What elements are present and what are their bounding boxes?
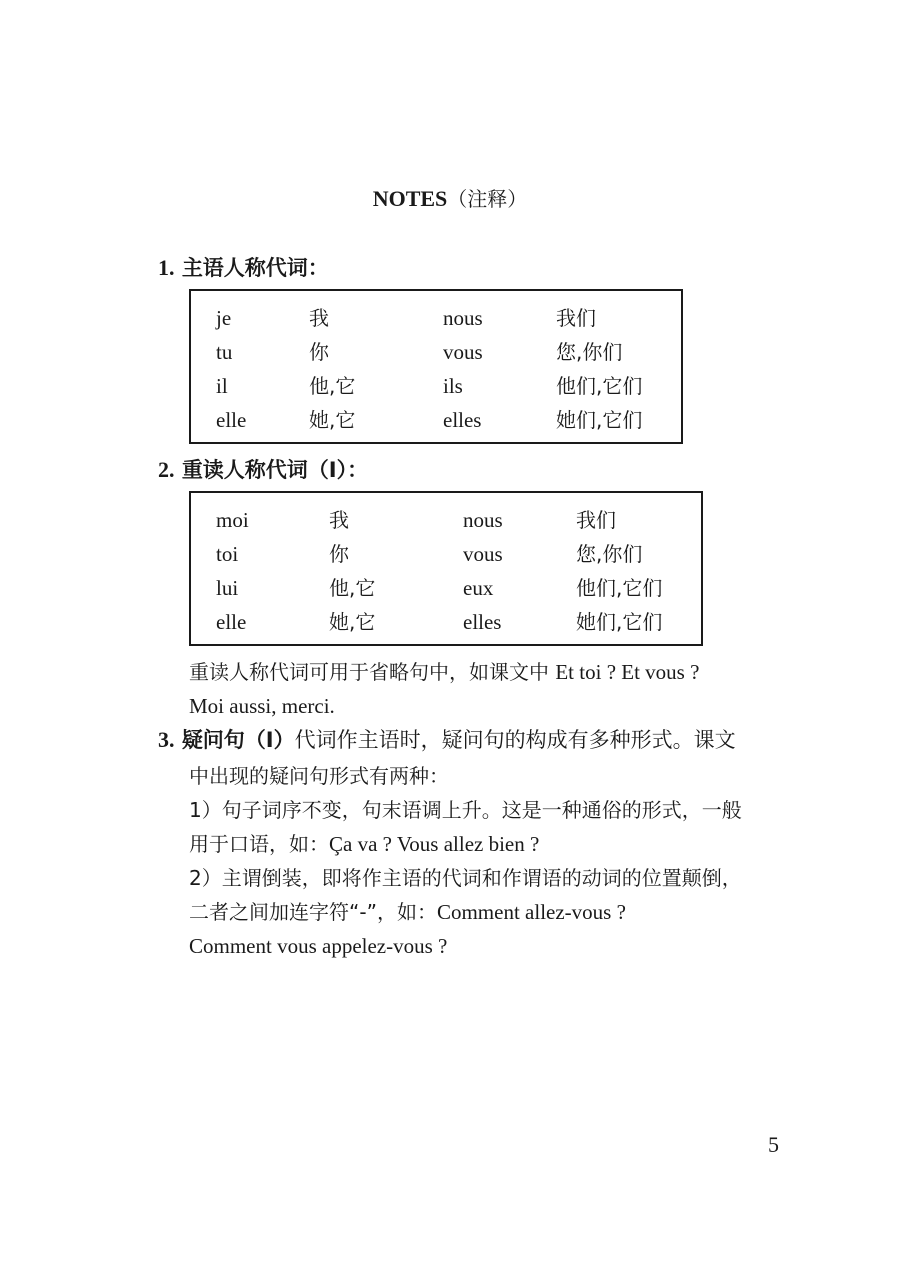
note-2-heading xyxy=(158,455,368,485)
pronoun-zh: 她,它 xyxy=(309,408,356,432)
pronoun-fr: elle xyxy=(216,610,247,634)
note-3-number: 3. xyxy=(158,727,175,752)
pronoun-zh: 你 xyxy=(309,340,329,364)
pronoun-zh: 你 xyxy=(329,542,349,566)
pronoun-fr: elles xyxy=(463,610,502,634)
page-number: 5 xyxy=(768,1132,779,1157)
pronoun-fr: toi xyxy=(216,542,239,566)
pronoun-fr: eux xyxy=(463,576,494,600)
note-2-title: 重读人称代词（Ⅰ）： xyxy=(181,458,369,482)
note-1-number: 1. xyxy=(158,255,175,280)
title-chinese: （注释） xyxy=(447,187,528,211)
note-3-line xyxy=(189,861,794,895)
stressed-pronoun-table xyxy=(189,491,703,646)
note-1-heading xyxy=(158,253,329,283)
title-english: NOTES xyxy=(372,186,448,211)
pronoun-zh: 她,它 xyxy=(329,610,376,634)
pronoun-zh: 他们,它们 xyxy=(556,374,643,398)
note-3-line xyxy=(189,759,794,793)
subject-pronoun-table xyxy=(189,289,683,444)
pronoun-zh: 您,你们 xyxy=(556,340,623,364)
pronoun-fr: vous xyxy=(463,542,503,566)
note-3-example-fr: Ça va ? Vous allez bien ? xyxy=(329,832,540,856)
pronoun-zh: 我 xyxy=(329,508,349,532)
note-1-title: 主语人称代词： xyxy=(181,256,329,280)
pronoun-zh: 我们 xyxy=(576,508,616,532)
note-3-title: 疑问句（Ⅰ） xyxy=(181,728,295,752)
page-title xyxy=(0,182,900,217)
note-2-example-fr: Et toi ? Et vous ? xyxy=(555,660,700,684)
pronoun-fr: il xyxy=(216,374,228,398)
note-3-text: 用于口语，如： xyxy=(189,832,329,856)
note-2-text-zh: 重读人称代词可用于省略句中，如课文中 xyxy=(189,660,556,684)
pronoun-zh: 我们 xyxy=(556,306,596,330)
note-3-example-fr: Comment vous appelez-vous ? xyxy=(189,934,448,958)
pronoun-zh: 他们,它们 xyxy=(576,576,663,600)
pronoun-fr: lui xyxy=(216,576,239,600)
note-2-number: 2. xyxy=(158,457,175,482)
table-row xyxy=(191,369,681,403)
pronoun-fr: je xyxy=(216,306,232,330)
pronoun-zh: 她们,它们 xyxy=(556,408,643,432)
table-row xyxy=(191,537,701,571)
pronoun-zh: 您,你们 xyxy=(576,542,643,566)
pronoun-fr: ils xyxy=(443,374,463,398)
note-3-line xyxy=(189,793,794,827)
note-3-example-fr: Comment allez-vous ? xyxy=(436,900,626,924)
pronoun-zh: 他,它 xyxy=(329,576,376,600)
note-3-text: 中出现的疑问句形式有两种： xyxy=(189,764,449,788)
note-2-example-fr: Moi aussi, merci. xyxy=(189,694,335,718)
note-2-text-line-1 xyxy=(189,655,794,689)
table-row xyxy=(191,301,681,335)
table-row xyxy=(191,403,681,437)
note-2-text-line-2 xyxy=(189,689,794,723)
pronoun-fr: tu xyxy=(216,340,233,364)
note-3-line xyxy=(189,895,794,929)
pronoun-fr: vous xyxy=(443,340,483,364)
table-row xyxy=(191,605,701,639)
table-row xyxy=(191,335,681,369)
pronoun-fr: moi xyxy=(216,508,249,532)
pronoun-fr: elles xyxy=(443,408,482,432)
note-3-text: 二者之间加连字符“-”，如： xyxy=(189,900,437,924)
pronoun-zh: 我 xyxy=(309,306,329,330)
note-3-heading xyxy=(158,725,736,755)
pronoun-zh: 他,它 xyxy=(309,374,356,398)
note-3-text: 2）主谓倒装，即将作主语的代词和作谓语的动词的位置颠倒， xyxy=(189,866,742,890)
pronoun-fr: elle xyxy=(216,408,247,432)
pronoun-fr: nous xyxy=(463,508,503,532)
note-3-heading-text: 代词作主语时，疑问句的构成有多种形式。课文 xyxy=(294,728,736,752)
table-row xyxy=(191,571,701,605)
pronoun-zh: 她们,它们 xyxy=(576,610,663,634)
pronoun-fr: nous xyxy=(443,306,483,330)
note-3-line xyxy=(189,827,794,861)
table-row xyxy=(191,503,701,537)
note-3-line xyxy=(189,929,794,963)
note-3-text: 1）句子词序不变，句末语调上升。这是一种通俗的形式，一般 xyxy=(189,798,742,822)
